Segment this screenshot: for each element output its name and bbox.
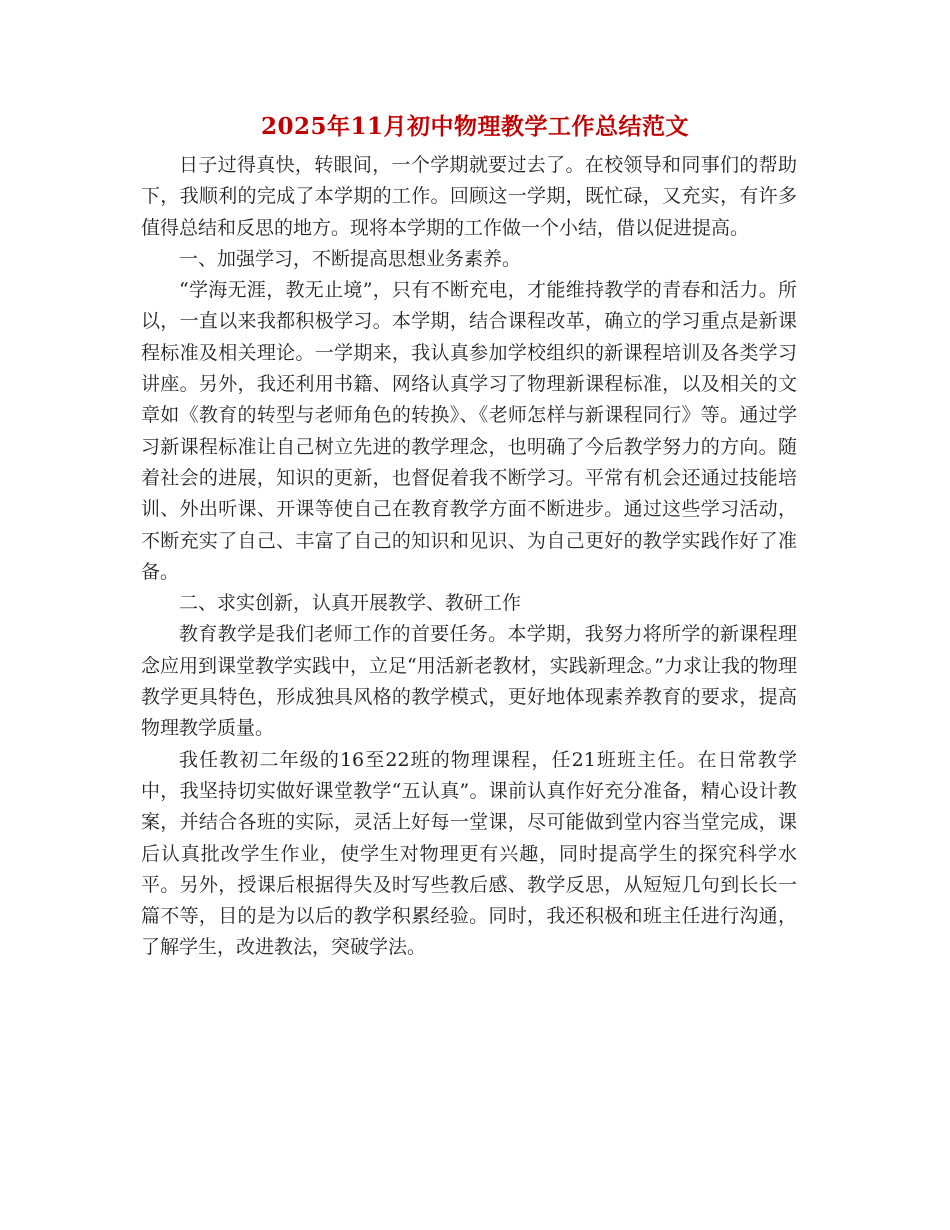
document-title: 2025年11月初中物理教学工作总结范文 <box>260 113 690 140</box>
section-heading-1: 一、加强学习，不断提高思想业务素养。 <box>179 247 522 270</box>
paragraph-teaching: 教育教学是我们老师工作的首要任务。本学期，我努力将所学的新课程理念应用到课堂教学实践中，立足“用活新老教材，实践新理念。”力求让我的物理教学更具特色，形成独具风格的教学模式，更好地体现素养教育的要求，提高物理教学质量。 <box>141 623 797 740</box>
paragraph-intro: 日子过得真快，转眼间，一个学期就要过去了。在校领导和同事们的帮助下，我顺利的完成了本学期的工作。回顾这一学期，既忙碌，又充实，有许多值得总结和反思的地方。现将本学期的工作做一个小结，借以促进提高。 <box>141 154 797 239</box>
document-body <box>141 150 797 964</box>
section-heading-2: 二、求实创新，认真开展教学、教研工作 <box>179 592 522 615</box>
paragraph-study: “学海无涯，教无止境”，只有不断充电，才能维持教学的青春和活力。所以，一直以来我都积极学习。本学期，结合课程改革，确立的学习重点是新课程标准及相关理论。一学期来，我认真参加学校组织的新课程培训及各类学习讲座。另外，我还利用书籍、网络认真学习了物理新课程标准，以及相关的文章如《教育的转型与老师角色的转换》、《老师怎样与新课程同行》等。通过学习新课程标准让自己树立先进的教学理念，也明确了今后教学努力的方向。随着社会的进展，知识的更新，也督促着我不断学习。平常有机会还通过技能培训、外出听课、开课等使自己在教育教学方面不断进步。通过这些学习活动，不断充实了自己、丰富了自己的知识和见识、为自己更好的教学实践作好了准备。 <box>141 279 797 583</box>
paragraph-classes: 我任教初二年级的16至22班的物理课程，任21班班主任。在日常教学中，我坚持切实做好课堂教学“五认真”。课前认真作好充分准备，精心设计教案，并结合各班的实际，灵活上好每一堂课，尽可能做到堂内容当堂完成，课后认真批改学生作业，使学生对物理更有兴趣，同时提高学生的探究科学水平。另外，授课后根据得失及时写些教后感、教学反思，从短短几句到长长一篇不等，目的是为以后的教学积累经验。同时，我还积极和班主任进行沟通，了解学生，改进教法，突破学法。 <box>141 748 797 959</box>
